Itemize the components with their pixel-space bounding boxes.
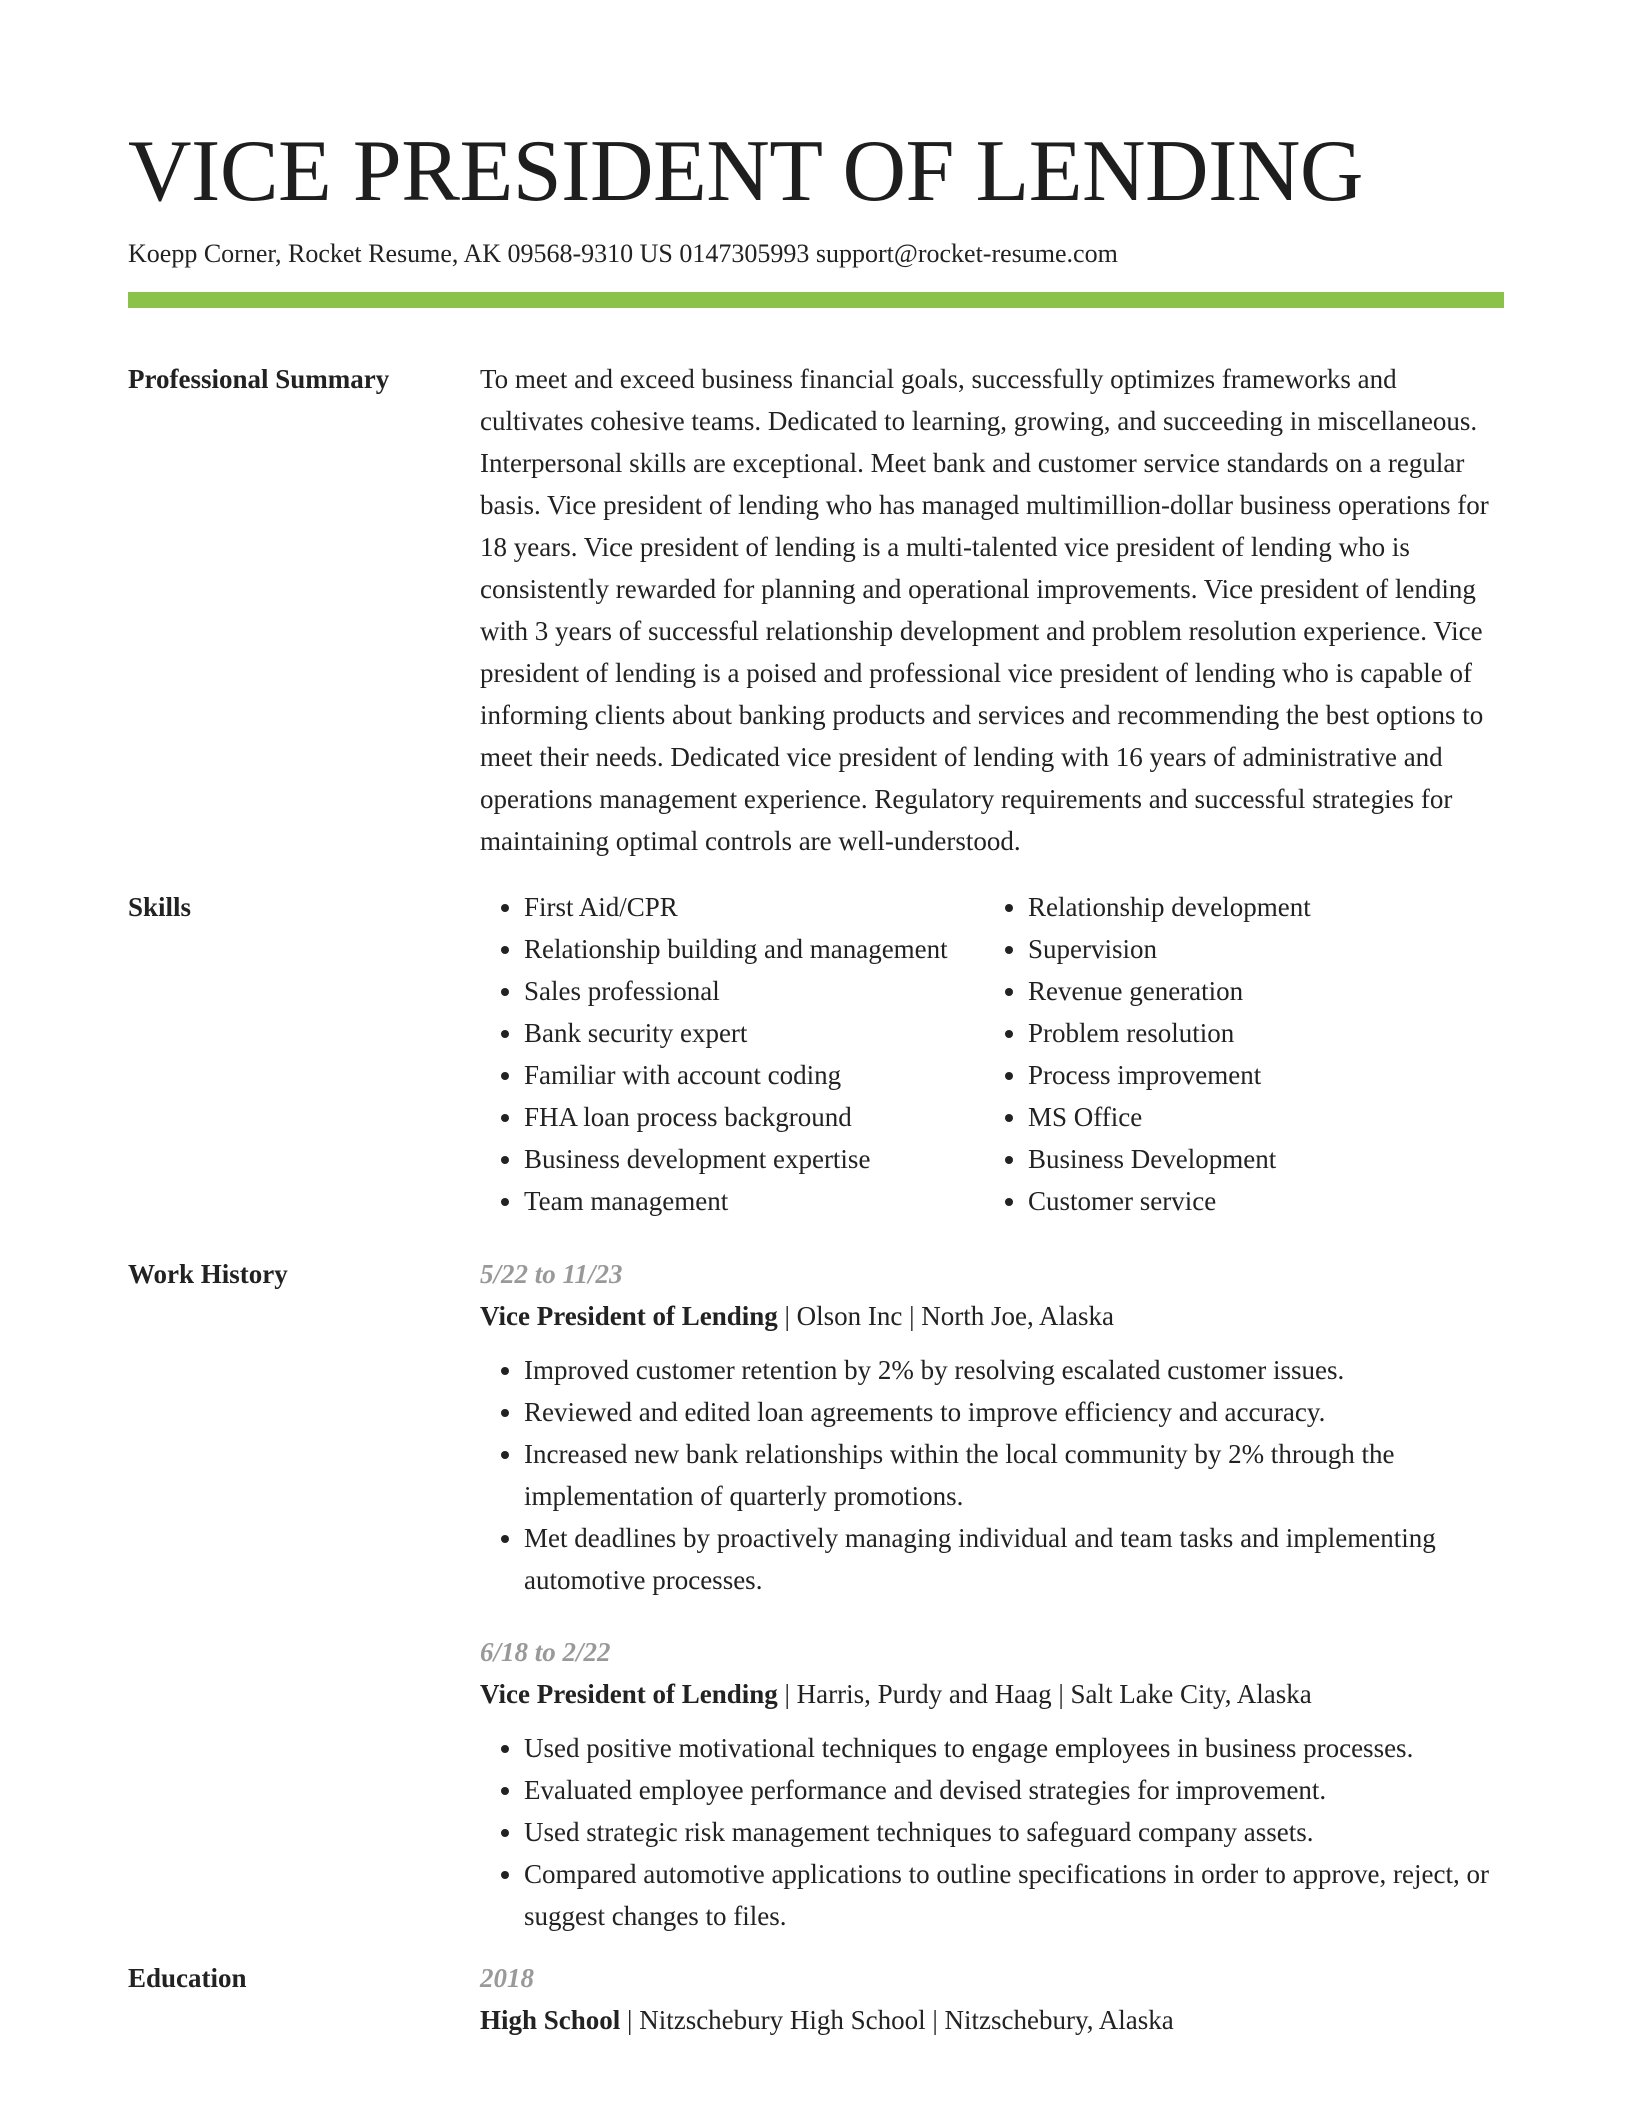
- job-title: Vice President of Lending: [480, 1679, 778, 1709]
- skill-item: • MS Office: [1028, 1096, 1311, 1138]
- job-heading: [480, 1295, 1504, 1337]
- summary-text: To meet and exceed business financial goals, successfully optimizes frameworks and cultivates cohesive teams. Dedicated to learning, growing, and succeeding in miscellaneous. Interpersonal skills are exceptional. Meet bank and customer service standards on a regular basis. Vice president of lending who has managed multimillion-dollar business operations for 18 years. Vice president of lending is a multi-talented vice president of lending who is consistently rewarded for planning and operational improvements. Vice president of lending with 3 years of successful relationship development and problem resolution experience. Vice president of lending is a poised and professional vice president of lending who is capable of informing clients about banking products and services and recommending the best options to meet their needs. Dedicated vice president of lending with 16 years of administrative and operations management experience. Regulatory requirements and successful strategies for maintaining optimal controls are well-understood.: [480, 364, 1489, 856]
- summary-section: [128, 358, 1504, 862]
- skill-item: • Supervision: [1028, 928, 1311, 970]
- section-label-summary: Professional Summary: [128, 364, 390, 394]
- job-dates: 5/22 to 11/23: [480, 1259, 623, 1289]
- skill-item: • Problem resolution: [1028, 1012, 1311, 1054]
- education-section: [128, 1957, 1504, 2041]
- job-bullet: • Evaluated employee performance and devised strategies for improvement.: [524, 1769, 1504, 1811]
- job-bullets: [480, 1727, 1504, 1937]
- education-content: [480, 1957, 1504, 2041]
- education-degree: High School: [480, 2005, 621, 2035]
- skills-content: [480, 886, 1504, 1222]
- job-bullet: • Used strategic risk management techniques to safeguard company assets.: [524, 1811, 1504, 1853]
- education-year: 2018: [480, 1963, 534, 1993]
- contact-line: Koepp Corner, Rocket Resume, AK 09568-9310 US 0147305993 support@rocket-resume.com: [128, 239, 1118, 268]
- skill-item: • FHA loan process background: [524, 1096, 984, 1138]
- skill-item: • Sales professional: [524, 970, 984, 1012]
- skill-item: • Team management: [524, 1180, 984, 1222]
- skill-item: • Customer service: [1028, 1180, 1311, 1222]
- skill-item: • Bank security expert: [524, 1012, 984, 1054]
- job-details: | Harris, Purdy and Haag | Salt Lake City, Alaska: [777, 1679, 1312, 1709]
- resume-title: VICE PRESIDENT OF LENDING: [128, 123, 1363, 220]
- skills-section: [128, 886, 1504, 1222]
- section-label-skills: Skills: [128, 892, 192, 922]
- section-label-education: Education: [128, 1963, 247, 1993]
- job-title: Vice President of Lending: [480, 1301, 778, 1331]
- job-bullet: • Met deadlines by proactively managing individual and team tasks and implementing automotive processes.: [524, 1517, 1504, 1601]
- job-bullet: • Used positive motivational techniques to engage employees in business processes.: [524, 1727, 1504, 1769]
- job-bullet: • Compared automotive applications to outline specifications in order to approve, reject, or suggest changes to files.: [524, 1853, 1504, 1937]
- job-bullets: [480, 1349, 1504, 1601]
- job-dates: 6/18 to 2/22: [480, 1637, 611, 1667]
- job-bullet: • Reviewed and edited loan agreements to improve efficiency and accuracy.: [524, 1391, 1504, 1433]
- skill-item: • First Aid/CPR: [524, 886, 984, 928]
- work-history-section: [128, 1253, 1504, 1937]
- job-entry: [480, 1631, 1504, 1937]
- work-content: [480, 1253, 1504, 1937]
- job-entry: [480, 1253, 1504, 1601]
- accent-divider: [128, 292, 1504, 308]
- job-bullet: • Increased new bank relationships within the local community by 2% through the implementation of quarterly promotions.: [524, 1433, 1504, 1517]
- section-label-work: Work History: [128, 1259, 288, 1289]
- skill-item: • Business development expertise: [524, 1138, 984, 1180]
- skills-list-left: [480, 886, 984, 1222]
- job-bullet: • Improved customer retention by 2% by resolving escalated customer issues.: [524, 1349, 1504, 1391]
- education-heading: [480, 1999, 1504, 2041]
- skill-item: • Familiar with account coding: [524, 1054, 984, 1096]
- job-heading: [480, 1673, 1504, 1715]
- skill-item: • Relationship building and management: [524, 928, 984, 970]
- skill-item: • Business Development: [1028, 1138, 1311, 1180]
- summary-content: [480, 358, 1504, 862]
- skills-list-right: [984, 886, 1311, 1222]
- skill-item: • Process improvement: [1028, 1054, 1311, 1096]
- skill-item: • Revenue generation: [1028, 970, 1311, 1012]
- resume-page: [128, 118, 1504, 2041]
- job-details: | Olson Inc | North Joe, Alaska: [777, 1301, 1115, 1331]
- education-details: | Nitzschebury High School | Nitzschebury, Alaska: [620, 2005, 1174, 2035]
- skill-item: • Relationship development: [1028, 886, 1311, 928]
